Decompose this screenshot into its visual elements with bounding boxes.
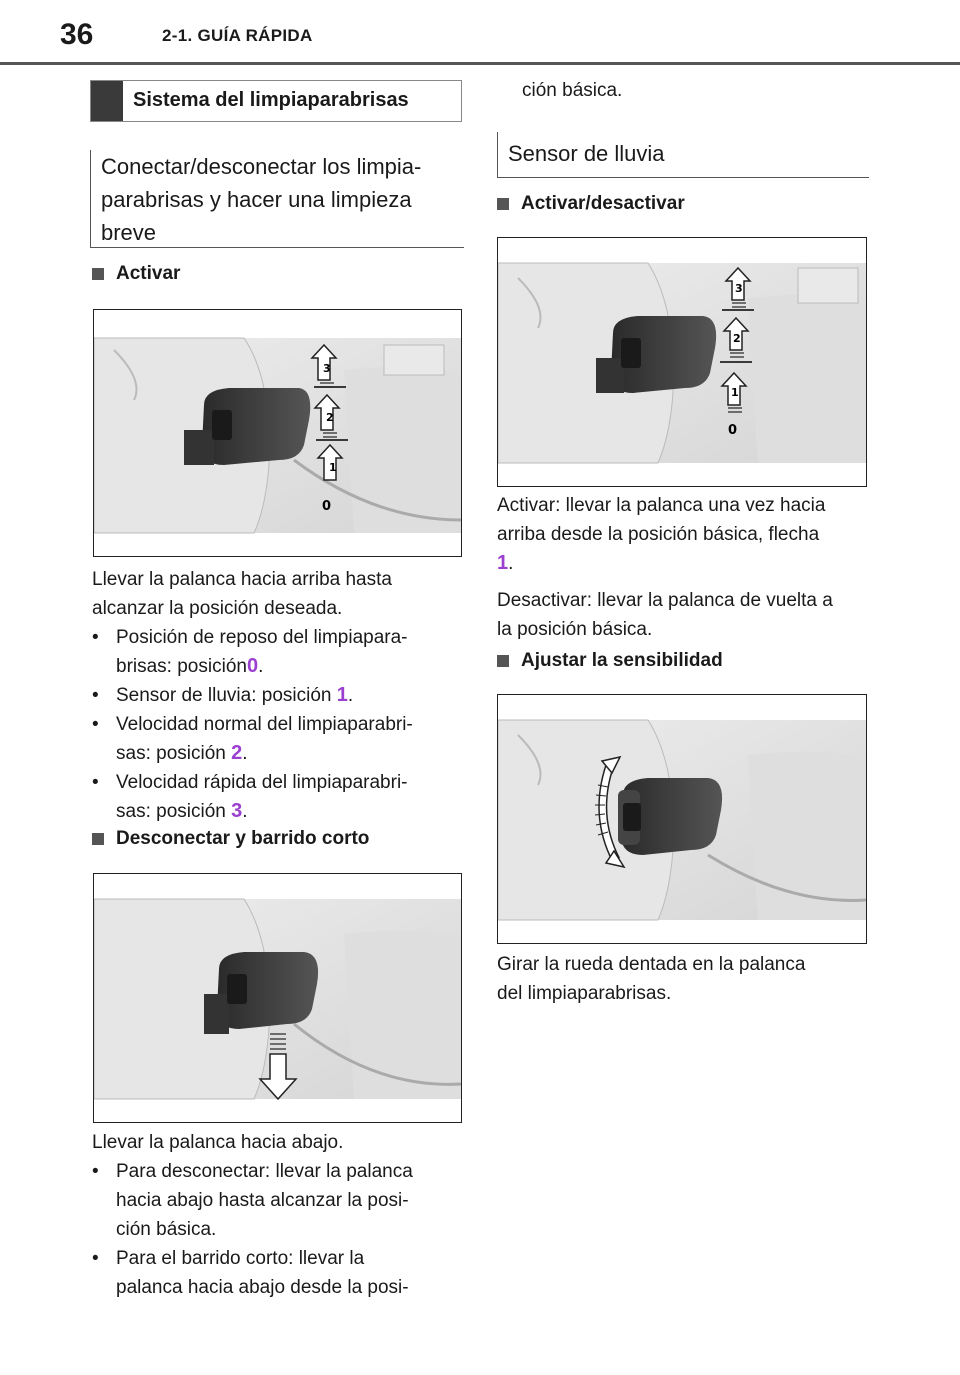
figure-wiper-lever-down bbox=[93, 873, 462, 1123]
bullet-item: • Para el barrido corto: llevar la palanca hacia abajo desde la posi- bbox=[92, 1248, 409, 1298]
desconectar-text: Llevar la palanca hacia abajo. bbox=[92, 1132, 344, 1153]
bullet-2-line-1: Velocidad normal del limpiaparabri- bbox=[116, 714, 413, 735]
bullet-3-line-1: Velocidad rápida del limpiaparabri- bbox=[116, 772, 408, 793]
chapter-title: 2-1. GUÍA RÁPIDA bbox=[162, 26, 313, 45]
activar-line-1: Activar: llevar la palanca una vez hacia bbox=[497, 495, 826, 516]
activar-desactivar-instructions bbox=[497, 491, 872, 644]
subsection-line-2: parabrisas y hacer una limpieza bbox=[101, 187, 412, 212]
arrow-1-marker: 1 bbox=[497, 552, 509, 574]
bullet-0-line-1: Posición de reposo del limpiapara- bbox=[116, 627, 408, 648]
figure-wiper-lever-up bbox=[93, 309, 462, 557]
heading-desconectar-label: Desconectar y barrido corto bbox=[116, 828, 370, 849]
desactivar-line-2: la posición básica. bbox=[497, 619, 653, 640]
bullet-1-line-1: Sensor de lluvia: posición bbox=[116, 685, 337, 706]
bullet-item: • Posición de reposo del limpiapara- brisas: posición0. bbox=[92, 627, 408, 677]
section-heading-bar bbox=[91, 81, 123, 121]
bullet-1-end: . bbox=[347, 685, 354, 706]
desc-bullet-0-line-3: ción básica. bbox=[116, 1219, 217, 1240]
subsection-sensor-lluvia bbox=[497, 132, 869, 178]
figure1-label-0: 0 bbox=[322, 499, 332, 514]
square-bullet-icon bbox=[497, 655, 509, 667]
heading-activar-label: Activar bbox=[116, 263, 181, 284]
ajustar-instructions bbox=[497, 950, 872, 1008]
square-bullet-icon bbox=[497, 198, 509, 210]
section-heading-box bbox=[90, 80, 462, 122]
desc-bullet-0-line-1: Para desconectar: llevar la palanca bbox=[116, 1161, 413, 1182]
bullet-2-line-2: sas: posición bbox=[116, 743, 232, 764]
figure1-label-1: 1 bbox=[329, 461, 337, 474]
heading-activar-desactivar bbox=[497, 193, 685, 215]
header-rule bbox=[0, 62, 960, 65]
position-2-marker: 2 bbox=[231, 742, 243, 764]
bullet-0-end: . bbox=[258, 656, 264, 677]
section-heading: Sistema del limpiaparabrisas bbox=[133, 89, 409, 111]
bullet-3-line-2: sas: posición bbox=[116, 801, 232, 822]
bullet-2-end: . bbox=[242, 743, 248, 764]
activar-line-end: . bbox=[508, 553, 514, 574]
activar-text-line-2: alcanzar la posición deseada. bbox=[92, 598, 343, 619]
figure-rain-sensor-lever bbox=[497, 237, 867, 487]
desc-bullet-1-line-1: Para el barrido corto: llevar la bbox=[116, 1248, 365, 1269]
figure3-label-1: 1 bbox=[731, 386, 739, 399]
subsection-line-1: Conectar/desconectar los limpia- bbox=[101, 154, 422, 179]
activar-instructions bbox=[92, 565, 462, 826]
figure3-label-2: 2 bbox=[733, 332, 741, 345]
desc-bullet-1-line-2: palanca hacia abajo desde la posi- bbox=[116, 1277, 409, 1298]
heading-activar-desactivar-label: Activar/desactivar bbox=[521, 193, 685, 214]
subsection-title bbox=[90, 150, 464, 248]
activar-line-2: arriba desde la posición básica, flecha bbox=[497, 524, 820, 545]
heading-ajustar-sensibilidad bbox=[497, 650, 723, 672]
desactivar-line-1: Desactivar: llevar la palanca de vuelta a bbox=[497, 590, 833, 611]
girar-line-2: del limpiaparabrisas. bbox=[497, 983, 672, 1004]
desconectar-instructions bbox=[92, 1128, 462, 1302]
girar-line-1: Girar la rueda dentada en la palanca bbox=[497, 954, 806, 975]
position-1-marker: 1 bbox=[336, 684, 348, 706]
figure-sensitivity-wheel bbox=[497, 694, 867, 944]
bullet-item: • Velocidad normal del limpiaparabri- sas: posición 2. bbox=[92, 714, 413, 764]
heading-desconectar bbox=[92, 828, 369, 850]
bullet-0-line-2: brisas: posición bbox=[116, 656, 247, 677]
bullet-item: • Velocidad rápida del limpiaparabri- sas: posición 3. bbox=[92, 772, 408, 822]
heading-activar bbox=[92, 263, 180, 285]
figure3-label-3: 3 bbox=[735, 282, 743, 295]
subsection-line-3: breve bbox=[101, 220, 157, 245]
subsection-sensor-lluvia-label: Sensor de lluvia bbox=[508, 141, 665, 166]
bullet-item: • Para desconectar: llevar la palanca hacia abajo hasta alcanzar la posi- ción básica. bbox=[92, 1161, 413, 1240]
continued-text: ción básica. bbox=[522, 80, 623, 101]
figure1-label-3: 3 bbox=[323, 362, 331, 375]
heading-ajustar-sensibilidad-label: Ajustar la sensibilidad bbox=[521, 650, 723, 671]
bullet-3-end: . bbox=[242, 801, 248, 822]
page-number: 36 bbox=[60, 18, 94, 51]
bullet-item: • Sensor de lluvia: posición 1. bbox=[92, 684, 354, 706]
figure1-label-2: 2 bbox=[326, 411, 334, 424]
desc-bullet-0-line-2: hacia abajo hasta alcanzar la posi- bbox=[116, 1190, 409, 1211]
position-3-marker: 3 bbox=[231, 800, 243, 822]
activar-text-line-1: Llevar la palanca hacia arriba hasta bbox=[92, 569, 392, 590]
position-0-marker: 0 bbox=[246, 655, 259, 677]
square-bullet-icon bbox=[92, 268, 104, 280]
figure3-label-0: 0 bbox=[728, 423, 738, 438]
square-bullet-icon bbox=[92, 833, 104, 845]
